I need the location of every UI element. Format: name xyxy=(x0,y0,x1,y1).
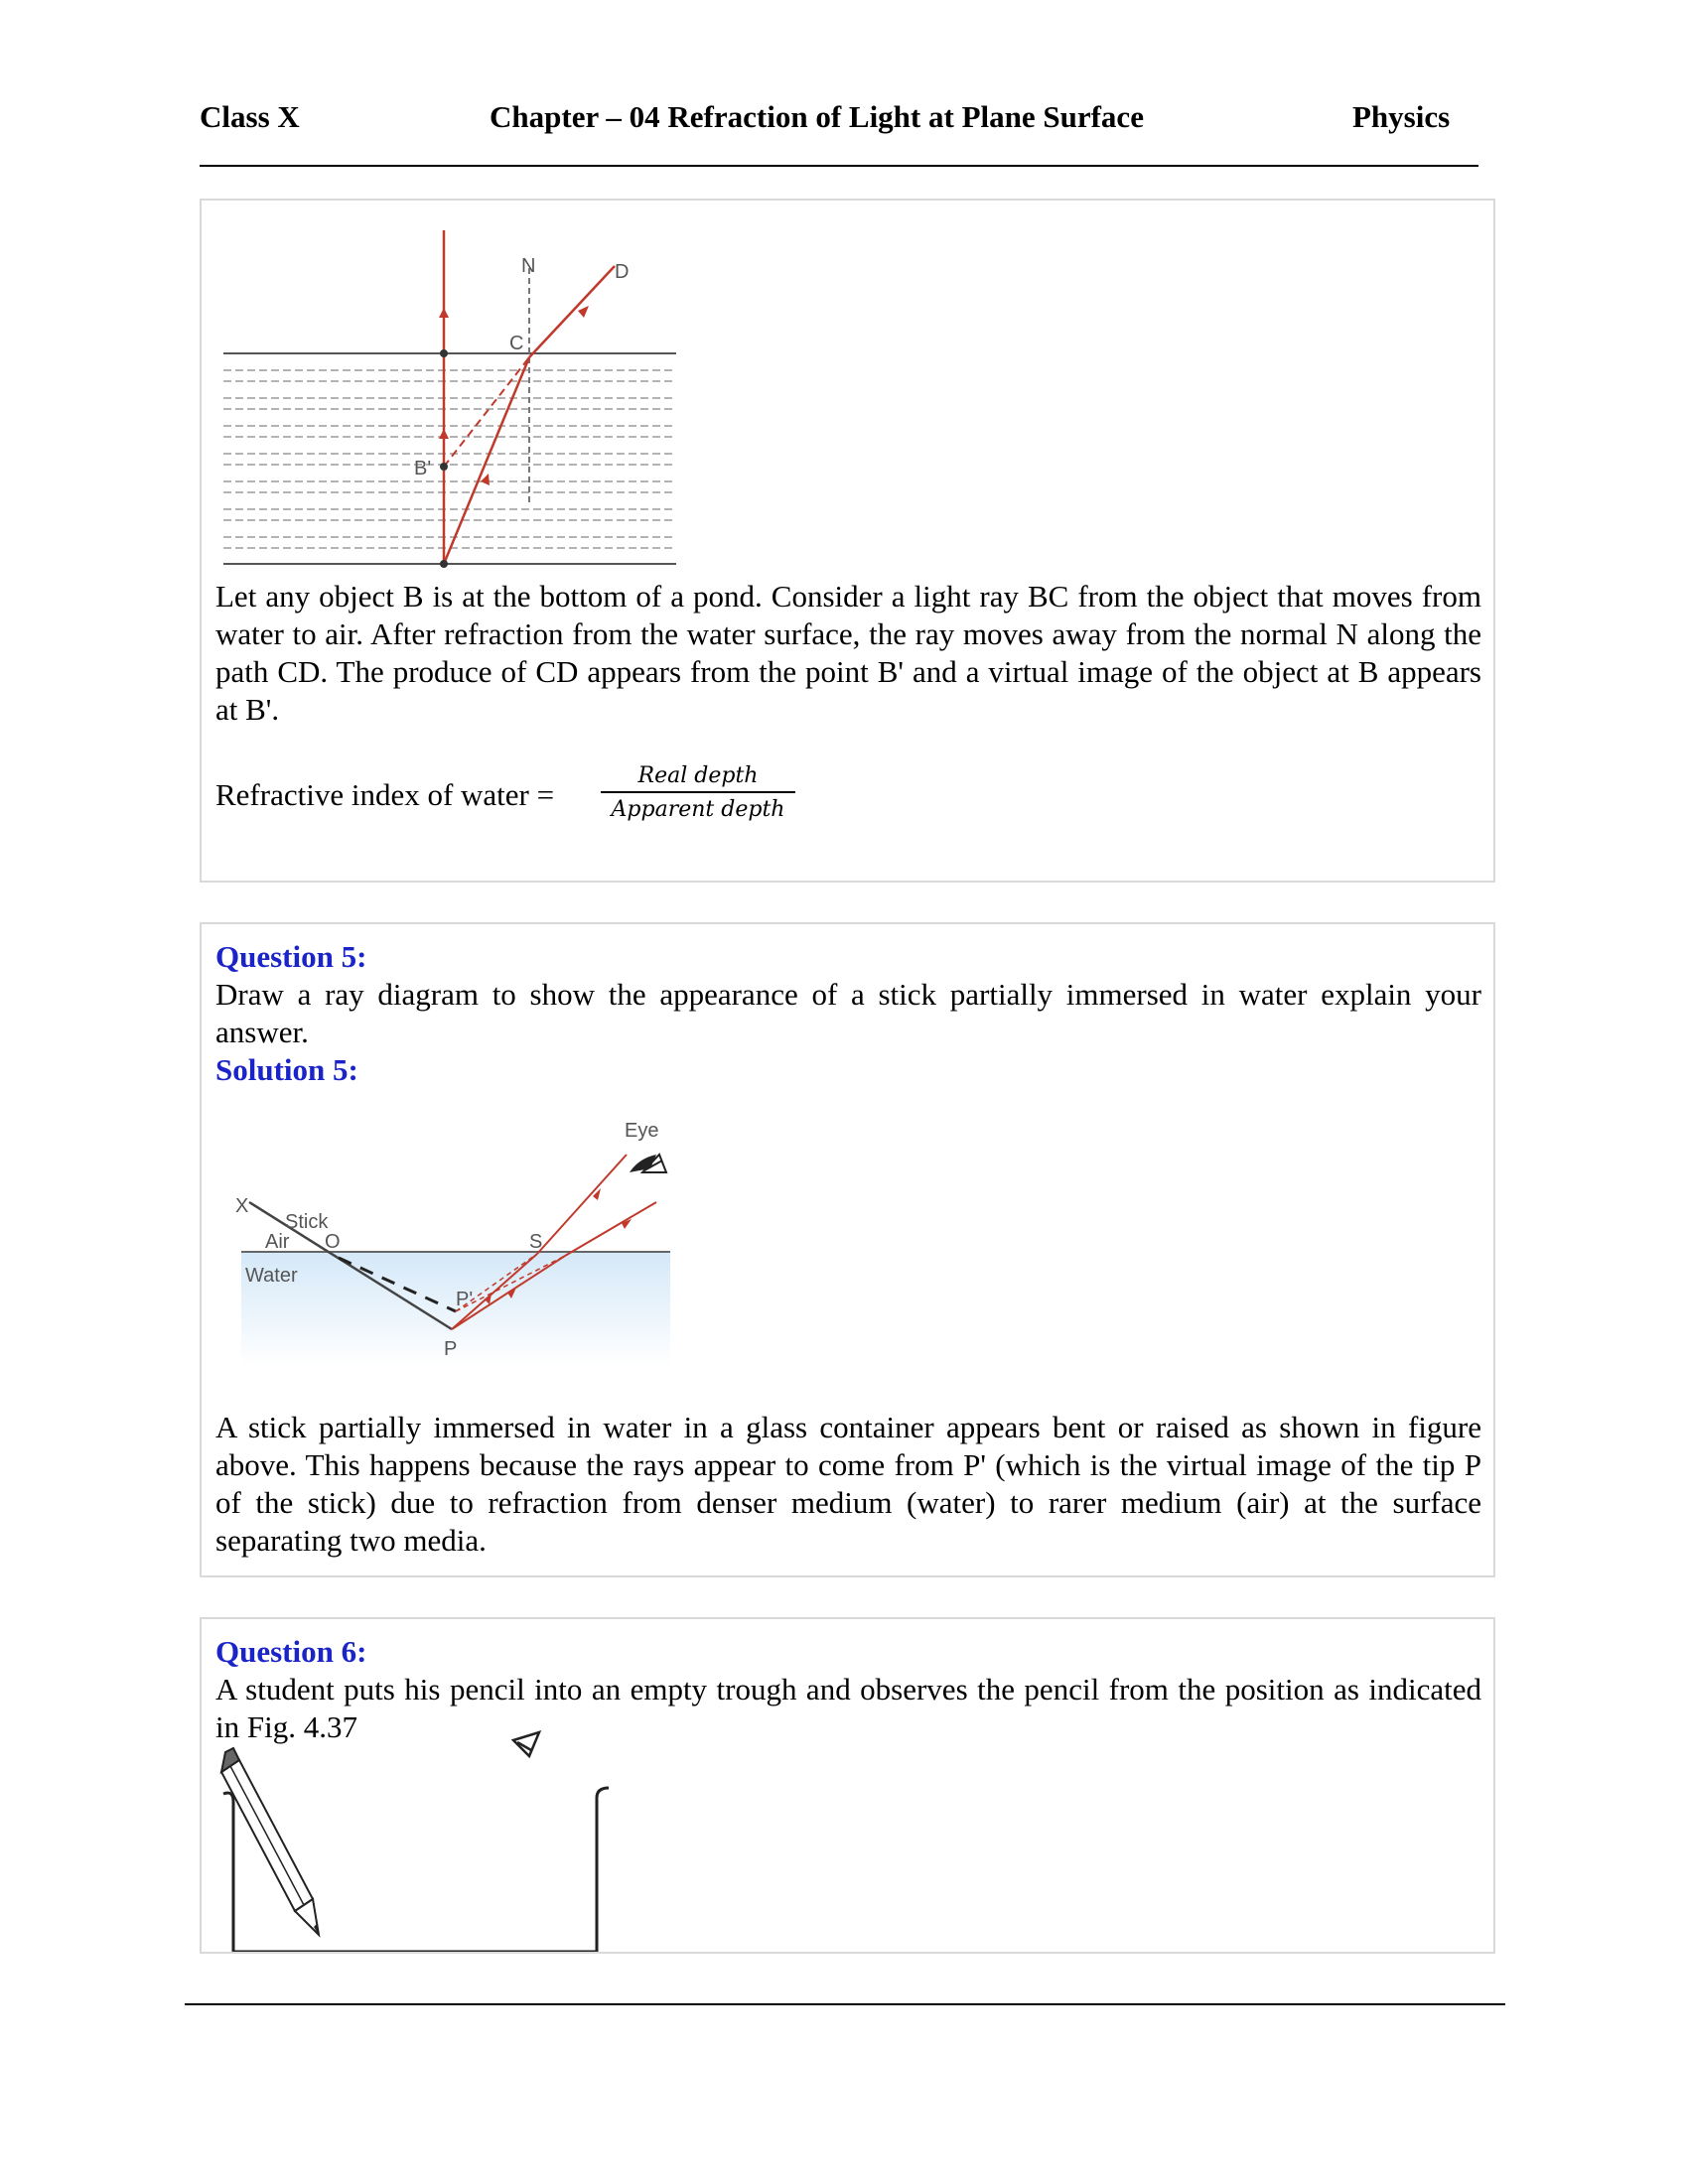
label-p: P xyxy=(444,1338,458,1360)
formula-fraction xyxy=(601,761,795,825)
label-b-prime: B' xyxy=(414,458,432,479)
formula-lhs: Refractive index of water = xyxy=(215,777,555,812)
stick-ray-diagram xyxy=(229,1103,686,1371)
question-5-text: Draw a ray diagram to show the appearance of a stick partially immersed in water explain your answer. xyxy=(215,977,1481,1049)
question-6-box xyxy=(200,1617,1495,1954)
question-5-label: Question 5: xyxy=(215,939,367,974)
ray-cd xyxy=(529,266,615,357)
formula-numerator: Real depth xyxy=(637,763,759,788)
page-header xyxy=(0,99,1688,149)
solution-5-label: Solution 5: xyxy=(215,1052,358,1087)
label-n: N xyxy=(521,255,536,277)
apparent-depth-paragraph: Let any object B is at the bottom of a pond. Consider a light ray BC from the object that moves from water to air. After refraction from the water surface, the ray moves away from the normal N along the path CD. The produce of CD appears from the point B' and a virtual image of the object at B appears at B'. xyxy=(215,579,1481,727)
label-stick: Stick xyxy=(285,1211,329,1233)
label-x: X xyxy=(235,1195,249,1217)
label-d: D xyxy=(615,261,630,283)
refractive-index-formula xyxy=(215,761,1109,831)
class-label: Class X xyxy=(200,99,300,134)
formula-denominator: Apparent depth xyxy=(611,797,785,822)
label-o: O xyxy=(325,1231,341,1253)
refracted-ray-1 xyxy=(537,1155,627,1254)
pond-ray-diagram xyxy=(219,228,686,571)
eye-icon xyxy=(630,1155,666,1172)
label-water: Water xyxy=(245,1265,298,1287)
question-5-box xyxy=(200,922,1495,1577)
surface-point xyxy=(440,349,448,357)
apparent-depth-box xyxy=(200,199,1495,883)
water-layer-lines xyxy=(223,370,676,548)
virtual-ray-extension xyxy=(444,357,529,467)
label-c: C xyxy=(509,333,524,354)
pencil xyxy=(221,1748,319,1935)
header-rule xyxy=(200,165,1478,167)
label-air: Air xyxy=(265,1231,290,1253)
chapter-title: Chapter – 04 Refraction of Light at Plane Surface xyxy=(490,99,1144,134)
pencil-trough-figure xyxy=(215,1728,642,1952)
image-point xyxy=(440,463,448,471)
answer-5-text: A stick partially immersed in water in a glass container appears bent or raised as shown in figure above. This happens because the rays appear to come from P' (which is the virtual image of the tip P of the stick) due to refraction from denser medium (water) to rarer medium (air) at the surface separating two media. xyxy=(215,1410,1481,1558)
question-6-label: Question 6: xyxy=(215,1634,367,1669)
eye-icon xyxy=(513,1732,539,1756)
footer-rule xyxy=(185,2003,1505,2005)
question-5-block xyxy=(215,938,1481,1089)
subject-label: Physics xyxy=(1352,99,1451,134)
label-s: S xyxy=(529,1231,543,1253)
object-point xyxy=(440,560,448,568)
label-p-prime: P' xyxy=(456,1289,474,1310)
refracted-ray-2 xyxy=(565,1202,656,1256)
question-6-text: A student puts his pencil into an empty trough and observes the pencil from the position as indicated in Fig. 4.37 xyxy=(215,1672,1481,1744)
ray-bc xyxy=(444,357,529,564)
label-eye: Eye xyxy=(625,1120,659,1142)
